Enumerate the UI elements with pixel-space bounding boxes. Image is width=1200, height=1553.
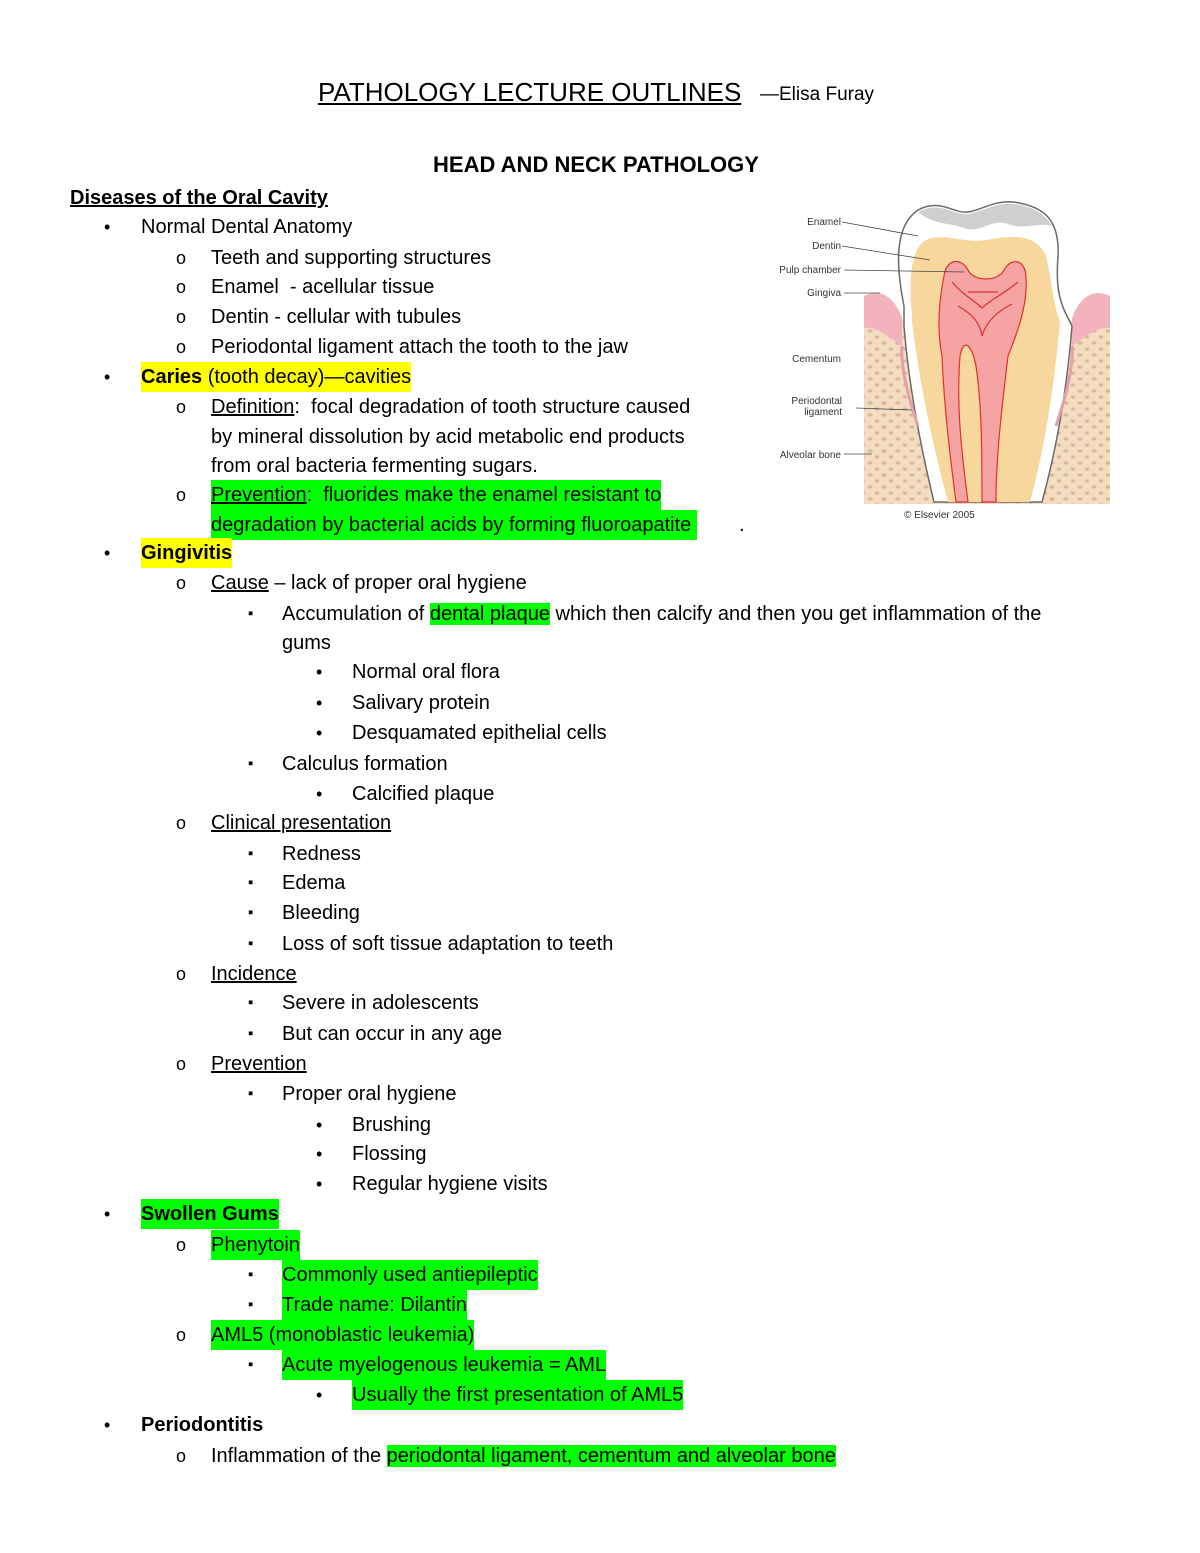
clinical-item: Edema: [282, 872, 346, 894]
bullet-icon: •: [316, 1115, 323, 1135]
periodontitis-heading: Periodontitis: [141, 1414, 264, 1436]
anatomy-heading: Normal Dental Anatomy: [141, 216, 353, 238]
aml-subitem: Acute myelogenous leukemia = AML: [282, 1350, 606, 1380]
caries-prevention: [211, 480, 661, 510]
bullet-icon: •: [104, 367, 111, 387]
section-heading: Diseases of the Oral Cavity: [70, 187, 328, 209]
tooth-anatomy-figure: [768, 196, 1118, 526]
prevention-item: Proper oral hygiene: [282, 1083, 457, 1105]
gingivitis-cause: [211, 568, 527, 598]
circle-bullet-icon: o: [176, 485, 187, 505]
circle-bullet-icon: o: [176, 1054, 187, 1074]
periodontitis-text: [211, 1441, 836, 1471]
circle-bullet-icon: o: [176, 248, 187, 268]
square-bullet-icon: ▪: [248, 935, 254, 952]
figure-label: Enamel: [807, 217, 841, 228]
swollen-gums-heading: Swollen Gums: [141, 1199, 279, 1229]
circle-bullet-icon: o: [176, 397, 187, 417]
ligament-label-box: [768, 396, 844, 426]
circle-bullet-icon: o: [176, 1446, 187, 1466]
figure-label: Gingiva: [807, 288, 841, 299]
bullet-icon: •: [104, 1204, 111, 1224]
bullet-icon: •: [104, 217, 111, 237]
square-bullet-icon: ▪: [248, 845, 254, 862]
definition-text: from oral bacteria fermenting sugars.: [211, 455, 538, 477]
gingivitis-prevention-label: Prevention: [211, 1053, 307, 1075]
bullet-icon: •: [316, 1144, 323, 1164]
square-bullet-icon: ▪: [248, 755, 254, 772]
anatomy-item: Periodontal ligament attach the tooth to the jaw: [211, 336, 628, 358]
circle-bullet-icon: o: [176, 307, 187, 327]
bullet-icon: •: [316, 1174, 323, 1194]
definition-label: Definition: [211, 396, 295, 418]
square-bullet-icon: ▪: [248, 1266, 254, 1283]
accumulation-wrap: gums: [282, 632, 331, 654]
anatomy-item: Dentin - cellular with tubules: [211, 306, 462, 328]
incidence-label: Incidence: [211, 963, 297, 985]
circle-bullet-icon: o: [176, 337, 187, 357]
circle-bullet-icon: o: [176, 277, 187, 297]
figure-label: Dentin: [812, 241, 841, 252]
definition-text: by mineral dissolution by acid metabolic end products: [211, 426, 685, 448]
phenytoin-subitem: Trade name: Dilantin: [282, 1290, 467, 1320]
bullet-icon: •: [316, 693, 323, 713]
aml-item: AML5 (monoblastic leukemia): [211, 1320, 474, 1350]
anatomy-item: Enamel - acellular tissue: [211, 276, 435, 298]
bullet-icon: •: [104, 1415, 111, 1435]
circle-bullet-icon: o: [176, 1325, 187, 1345]
inflammation-highlight: periodontal ligament, cementum and alveolar bone: [386, 1445, 836, 1467]
bullet-icon: •: [316, 723, 323, 743]
prevention-subitem: Flossing: [352, 1143, 427, 1165]
incidence-item: But can occur in any age: [282, 1023, 503, 1045]
inflammation-pre: Inflammation of the: [211, 1445, 387, 1467]
prevention-text: : fluorides make the enamel resistant to: [306, 484, 662, 506]
clinical-item: Redness: [282, 843, 361, 865]
circle-bullet-icon: o: [176, 964, 187, 984]
accumulation-post: which then calcify and then you get inflammation of the: [549, 603, 1042, 625]
phenytoin-subitem: Commonly used antiepileptic: [282, 1260, 538, 1290]
circle-bullet-icon: o: [176, 813, 187, 833]
accumulation-pre: Accumulation of: [282, 603, 430, 625]
prevention-end: .: [739, 514, 745, 536]
square-bullet-icon: ▪: [248, 1296, 254, 1313]
figure-copyright: © Elsevier 2005: [904, 510, 975, 521]
bullet-icon: •: [316, 784, 323, 804]
clinical-label: Clinical presentation: [211, 812, 392, 834]
circle-bullet-icon: o: [176, 573, 187, 593]
calculus-subitem: Calcified plaque: [352, 783, 495, 805]
plaque-item: Normal oral flora: [352, 661, 500, 683]
caries-heading-rest: (tooth decay)—cavities: [202, 366, 412, 388]
bullet-icon: •: [316, 662, 323, 682]
cause-text: – lack of proper oral hygiene: [268, 572, 527, 594]
square-bullet-icon: ▪: [248, 994, 254, 1011]
square-bullet-icon: ▪: [248, 1025, 254, 1042]
prevention-text: degradation by bacterial acids by forming fluoroapatite: [211, 510, 697, 540]
document-title: PATHOLOGY LECTURE OUTLINES: [318, 77, 742, 107]
caries-heading: [141, 362, 411, 392]
accumulation-text: [282, 599, 1041, 629]
plaque-item: Desquamated epithelial cells: [352, 722, 607, 744]
caries-heading-term: Caries: [141, 366, 203, 388]
aml-note: Usually the first presentation of AML5: [352, 1380, 683, 1410]
bullet-icon: •: [104, 543, 111, 563]
document-author: —Elisa Furay: [760, 84, 875, 105]
prevention-subitem: Regular hygiene visits: [352, 1173, 548, 1195]
incidence-item: Severe in adolescents: [282, 992, 479, 1014]
square-bullet-icon: ▪: [248, 874, 254, 891]
prevention-subitem: Brushing: [352, 1114, 431, 1136]
subtitle-line: [0, 150, 1200, 180]
anatomy-item: Teeth and supporting structures: [211, 247, 492, 269]
circle-bullet-icon: o: [176, 1235, 187, 1255]
definition-text: : focal degradation of tooth structure caused: [294, 396, 691, 418]
square-bullet-icon: ▪: [248, 1356, 254, 1373]
square-bullet-icon: ▪: [248, 1085, 254, 1102]
dental-plaque-highlight: dental plaque: [429, 603, 550, 625]
cause-label: Cause: [211, 572, 269, 594]
square-bullet-icon: ▪: [248, 605, 254, 622]
prevention-label: Prevention: [211, 484, 307, 506]
document-subtitle: HEAD AND NECK PATHOLOGY: [433, 152, 759, 177]
gingivitis-heading: Gingivitis: [141, 538, 232, 568]
plaque-item: Salivary protein: [352, 692, 490, 714]
figure-label: Alveolar bone: [779, 450, 841, 461]
figure-label: Pulp chamber: [779, 265, 841, 276]
square-bullet-icon: ▪: [248, 904, 254, 921]
calculus-item: Calculus formation: [282, 753, 448, 775]
caries-definition: [211, 392, 690, 422]
phenytoin-item: Phenytoin: [211, 1230, 300, 1260]
clinical-item: Bleeding: [282, 902, 360, 924]
bullet-icon: •: [316, 1385, 323, 1405]
figure-label: Cementum: [792, 354, 841, 365]
clinical-item: Loss of soft tissue adaptation to teeth: [282, 933, 614, 955]
figure-label: Periodontal ligament: [791, 396, 842, 418]
